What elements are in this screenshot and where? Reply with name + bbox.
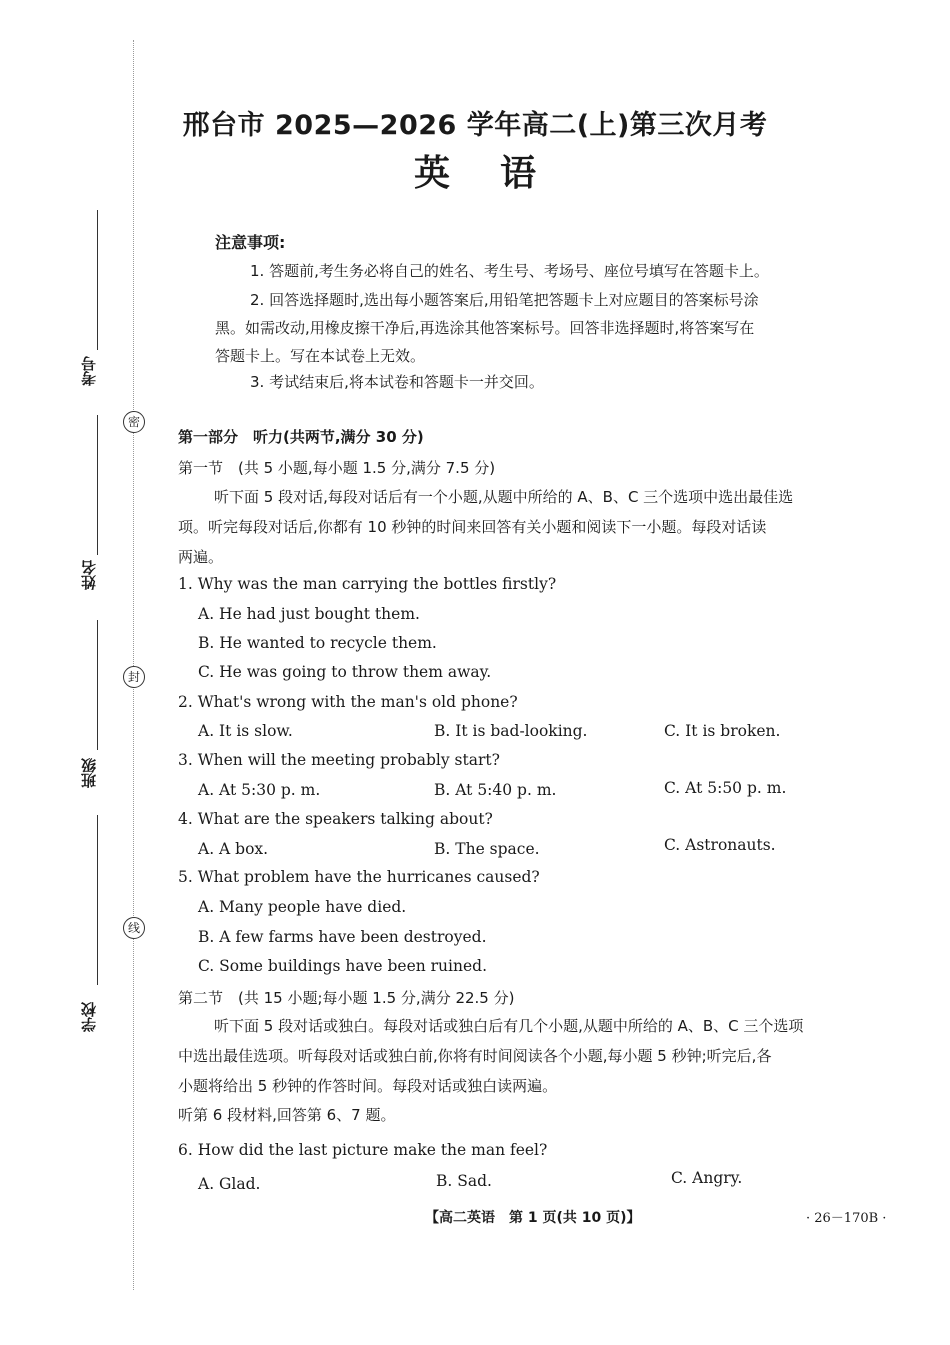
seal-xian: 线 — [123, 917, 145, 939]
section2-instructions: 听下面 5 段对话或独白。每段对话或独白后有几个小题,从题中所给的 A、B、C 三个选项 — [214, 1017, 804, 1035]
school-label: 学校 — [80, 1002, 98, 1032]
answer-option: C. He was going to throw them away. — [198, 663, 492, 681]
answer-option: B. The space. — [434, 840, 540, 858]
section2-instructions: 小题将给出 5 秒钟的作答时间。每段对话或独白读两遍。 — [178, 1077, 558, 1095]
answer-option: C. At 5:50 p. m. — [664, 779, 787, 797]
section2-heading: 第二节 (共 15 小题;每小题 1.5 分,满分 22.5 分) — [178, 989, 515, 1007]
material-note: 听第 6 段材料,回答第 6、7 题。 — [178, 1106, 396, 1124]
exam-number-line — [97, 210, 98, 350]
answer-option: A. He had just bought them. — [198, 605, 420, 623]
name-line — [97, 415, 98, 555]
seal-mi: 密 — [123, 411, 145, 433]
section1-instructions: 听下面 5 段对话,每段对话后有一个小题,从题中所给的 A、B、C 三个选项中选出最佳选 — [214, 488, 794, 506]
answer-option: C. It is broken. — [664, 722, 781, 740]
subject-title: 英语 — [413, 153, 586, 194]
question-stem: 1. Why was the man carrying the bottles firstly? — [178, 575, 557, 593]
answer-option: B. A few farms have been destroyed. — [198, 928, 487, 946]
answer-option: A. A box. — [198, 840, 269, 858]
notice-line: 1. 答题前,考生务必将自己的姓名、考生号、考场号、座位号填写在答题卡上。 — [250, 262, 769, 280]
answer-option: C. Some buildings have been ruined. — [198, 957, 488, 975]
exam-number-label: 考号 — [80, 356, 98, 386]
answer-option: B. It is bad-looking. — [434, 722, 588, 740]
question-stem: 3. When will the meeting probably start? — [178, 751, 500, 769]
notice-line: 答题卡上。写在本试卷上无效。 — [215, 347, 426, 365]
class-label: 班级 — [80, 758, 98, 788]
notice-heading: 注意事项: — [215, 233, 286, 252]
paper-code: · 26－170B · — [806, 1211, 887, 1226]
notice-line: 黑。如需改动,用橡皮擦干净后,再选涂其他答案标号。回答非选择题时,将答案写在 — [215, 319, 755, 337]
answer-option: A. It is slow. — [198, 722, 293, 740]
school-line — [97, 815, 98, 985]
page-footer: 【高二英语 第 1 页(共 10 页)】 — [425, 1210, 641, 1226]
answer-option: A. Many people have died. — [198, 898, 407, 916]
name-label: 姓名 — [80, 560, 98, 590]
question-stem: 6. How did the last picture make the man feel? — [178, 1141, 548, 1159]
answer-option: B. He wanted to recycle them. — [198, 634, 437, 652]
notice-line: 2. 回答选择题时,选出每小题答案后,用铅笔把答题卡上对应题目的答案标号涂 — [250, 291, 759, 309]
section1-instructions: 项。听完每段对话后,你都有 10 秒钟的时间来回答有关小题和阅读下一小题。每段对话读 — [178, 518, 767, 536]
notice-line: 3. 考试结束后,将本试卷和答题卡一并交回。 — [250, 373, 544, 391]
section1-heading: 第一节 (共 5 小题,每小题 1.5 分,满分 7.5 分) — [178, 459, 496, 477]
answer-option: B. Sad. — [436, 1172, 492, 1190]
question-stem: 4. What are the speakers talking about? — [178, 810, 493, 828]
seal-feng: 封 — [123, 666, 145, 688]
section2-instructions: 中选出最佳选项。听每段对话或独白前,你将有时间阅读各个小题,每小题 5 秒钟;听完后,各 — [178, 1047, 772, 1065]
answer-option: A. Glad. — [198, 1175, 261, 1193]
answer-option: B. At 5:40 p. m. — [434, 781, 557, 799]
section1-instructions: 两遍。 — [178, 548, 224, 566]
question-stem: 5. What problem have the hurricanes caused? — [178, 868, 540, 886]
binding-dotted-line — [133, 40, 134, 1290]
class-line — [97, 620, 98, 750]
answer-option: A. At 5:30 p. m. — [198, 781, 321, 799]
question-stem: 2. What's wrong with the man's old phone? — [178, 693, 518, 711]
exam-title: 邢台市 2025—2026 学年高二(上)第三次月考 — [182, 110, 768, 141]
part1-heading: 第一部分 听力(共两节,满分 30 分) — [178, 428, 424, 446]
answer-option: C. Astronauts. — [664, 836, 776, 854]
answer-option: C. Angry. — [671, 1169, 743, 1187]
